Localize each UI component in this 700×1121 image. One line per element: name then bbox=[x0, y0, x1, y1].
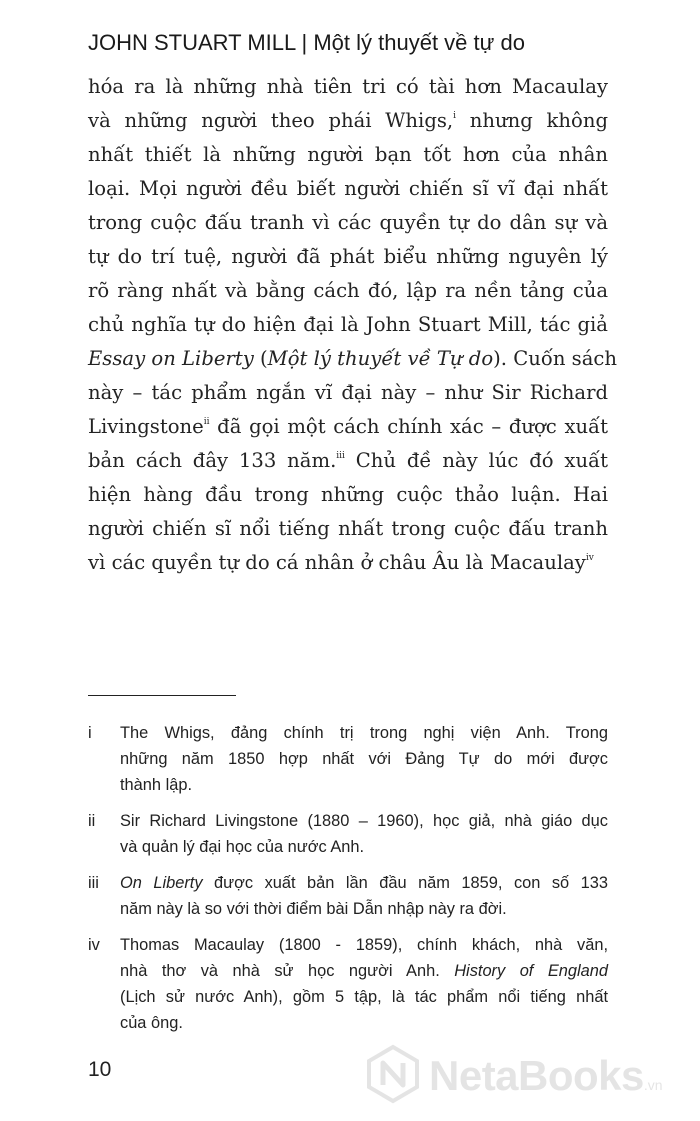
footnote-line: Sir Richard Livingstone (1880 – 1960), học giả, nhà giáo dục bbox=[120, 812, 608, 830]
footnote-line: The Whigs, đảng chính trị trong nghị viện Anh. Trong bbox=[120, 724, 608, 742]
body-line: hiện hàng đầu trong những cuộc thảo luận. Hai bbox=[88, 483, 608, 506]
body-paragraph bbox=[88, 70, 618, 580]
footnote-line: thành lập. bbox=[120, 776, 192, 794]
body-line: trong cuộc đấu tranh vì các quyền tự do dân sự và bbox=[88, 211, 608, 234]
body-line: rõ ràng nhất và bằng cách đó, lập ra nền tảng của bbox=[88, 279, 608, 302]
footnote-line: Thomas Macaulay (1800 - 1859), chính khách, nhà văn, bbox=[120, 936, 608, 954]
footnote-line: On Liberty được xuất bản lần đầu năm 1859, con số 133 bbox=[120, 874, 608, 892]
footnote-ref[interactable]: i bbox=[453, 111, 457, 121]
footnote-line: (Lịch sử nước Anh), gồm 5 tập, là tác phẩm nổi tiếng nhất bbox=[120, 988, 608, 1006]
body-line: người chiến sĩ nổi tiếng nhất trong cuộc đấu tranh bbox=[88, 517, 608, 540]
page-number: 10 bbox=[88, 1058, 112, 1081]
footnote-mark: ii bbox=[88, 812, 96, 830]
footnote-separator bbox=[88, 695, 236, 696]
body-line: tự do trí tuệ, người đã phát biểu những nguyên lý bbox=[88, 245, 608, 268]
body-line: này – tác phẩm ngắn vĩ đại này – như Sir Richard bbox=[88, 381, 608, 404]
footnote-ref[interactable]: iii bbox=[336, 451, 345, 461]
footnote-ref[interactable]: iv bbox=[585, 553, 594, 563]
footnote-ii bbox=[88, 808, 608, 860]
running-head: JOHN STUART MILL | Một lý thuyết về tự do bbox=[88, 30, 525, 55]
footnote-line: những năm 1850 hợp nhất với Đảng Tự do mới được bbox=[120, 750, 608, 768]
footnote-iv bbox=[88, 932, 608, 1036]
body-line: bản cách đây 133 năm.$^{iii}$ Chủ đề này lúc đó xuất bbox=[88, 449, 608, 472]
footnote-mark: iv bbox=[88, 936, 100, 954]
footnote-line: và quản lý đại học của nước Anh. bbox=[120, 838, 365, 856]
body-line: vì các quyền tự do cá nhân ở châu Âu là Macaulay$^{iv}$ bbox=[88, 551, 594, 574]
watermark-brand: NetaBooks.vn bbox=[429, 1052, 663, 1099]
book-title: History of England bbox=[454, 962, 608, 980]
footnote-line: của ông. bbox=[120, 1014, 183, 1032]
watermark-domain-suffix: .vn bbox=[643, 1077, 663, 1093]
body-line: nhất thiết là những người bạn tốt hơn của nhân bbox=[88, 143, 608, 166]
footnote-line: năm này là so với thời điểm bài Dẫn nhập này ra đời. bbox=[120, 900, 507, 918]
body-line: loại. Mọi người đều biết người chiến sĩ vĩ đại nhất bbox=[88, 177, 608, 200]
footnotes bbox=[88, 720, 608, 1046]
footnote-mark: i bbox=[88, 724, 92, 742]
netabooks-logo-icon bbox=[363, 1044, 423, 1104]
footnote-ref[interactable]: ii bbox=[203, 417, 210, 427]
body-line: hóa ra là những nhà tiên tri có tài hơn Macaulay bbox=[88, 75, 608, 98]
netabooks-watermark bbox=[363, 1044, 683, 1108]
body-line: Essay on Liberty (Một lý thuyết về Tự do). Cuốn sách bbox=[88, 347, 618, 370]
book-title: Essay on Liberty bbox=[88, 347, 254, 370]
book-title-translation: Một lý thuyết về Tự do bbox=[267, 347, 494, 370]
book-title: On Liberty bbox=[120, 874, 203, 892]
footnote-i bbox=[88, 720, 608, 798]
footnote-mark: iii bbox=[88, 874, 99, 892]
footnote-iii bbox=[88, 870, 608, 922]
body-line: Livingstone$^{ii}$ đã gọi một cách chính xác – được xuất bbox=[88, 415, 608, 438]
body-line: và những người theo phái Whigs,$^i$ nhưng không bbox=[88, 109, 608, 132]
footnote-line: nhà thơ và nhà sử học người Anh. History of England bbox=[120, 962, 608, 980]
body-line: chủ nghĩa tự do hiện đại là John Stuart Mill, tác giả bbox=[88, 313, 608, 336]
